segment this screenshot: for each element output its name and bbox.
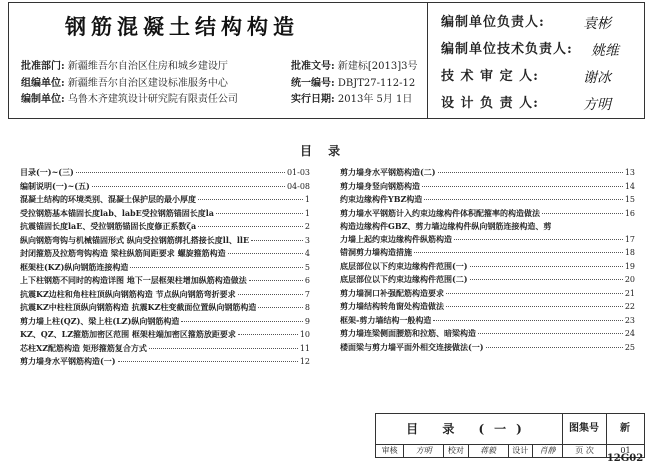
- dot-leader: [249, 280, 303, 281]
- toc-entry-title: 底层部位以下约束边缘构件范围(二): [340, 274, 468, 284]
- dot-leader: [446, 306, 623, 307]
- toc-entry-page: 10: [299, 330, 310, 339]
- review-signature: 方明: [404, 444, 444, 458]
- toc-entry-title: 纵向钢筋弯钩与机械锚固形式 纵向受拉钢筋绑扎搭接长度ll、llE: [20, 234, 250, 245]
- toc-entry-title: 底层部位以下约束边缘构件范围(一): [340, 260, 468, 271]
- dot-leader: [424, 199, 623, 200]
- dot-leader: [238, 294, 303, 295]
- toc-entry-page: 24: [624, 329, 635, 338]
- toc-entry-page: 21: [624, 288, 635, 298]
- toc-entry-page: 8: [304, 303, 310, 312]
- meta-row-approval-dept: 批准部门: 新疆维吾尔自治区住房和城乡建设厅: [21, 61, 228, 72]
- responsible-persons: [441, 9, 619, 117]
- sheet-name: 目 录 (一): [376, 414, 563, 444]
- toc-entry[interactable]: [20, 315, 310, 329]
- dot-leader: [542, 213, 623, 214]
- toc-entry[interactable]: [20, 355, 310, 369]
- signature: 方明: [583, 97, 611, 113]
- check-signature: 蒋毅: [469, 444, 509, 458]
- toc-entry-title: 抗震锚固长度laE、受拉钢筋锚固长度修正系数ζa: [20, 221, 197, 231]
- toc-entry[interactable]: [340, 180, 635, 194]
- dot-leader: [228, 253, 303, 254]
- toc-entry[interactable]: [20, 234, 310, 248]
- toc-column-left: [20, 166, 310, 369]
- responsible-row: 编制单位技术负责人: 姚维: [441, 36, 573, 63]
- toc-entry-page: 15: [624, 195, 635, 204]
- header-divider: [427, 3, 428, 118]
- approval-info-left: [21, 59, 238, 109]
- review-label: 审核: [376, 444, 404, 458]
- toc-entry[interactable]: [20, 261, 310, 275]
- toc-entry-page: 20: [624, 275, 635, 284]
- atlas-number-value: 新12G02: [606, 423, 644, 464]
- toc-entry[interactable]: [340, 273, 635, 287]
- toc-entry[interactable]: [20, 247, 310, 261]
- toc-entry[interactable]: [340, 287, 635, 301]
- title-block: [375, 413, 645, 464]
- toc-entry-page: 3: [304, 235, 310, 245]
- toc-entry-page: 23: [624, 315, 635, 325]
- toc-entry[interactable]: [20, 193, 310, 207]
- page-label: 页 次: [563, 444, 607, 458]
- toc-entry-title: 抗震KZ中柱柱顶纵向钢筋构造 抗震KZ柱变截面位置纵向钢筋构造: [20, 302, 257, 312]
- toc-entry-page: 13: [624, 168, 635, 177]
- dot-leader: [438, 172, 623, 173]
- toc-entry[interactable]: [340, 233, 635, 247]
- responsible-row: 技 术 审 定 人: 谢冰: [441, 63, 573, 90]
- design-label: 设计: [509, 444, 533, 458]
- toc-entry-title: 编制说明(一)~(五): [20, 180, 90, 191]
- toc-entry-page: 18: [624, 248, 635, 257]
- atlas-number-label: 图集号: [562, 414, 607, 444]
- toc-entry-title: 封闭箍筋及拉筋弯钩构造 梁柱纵筋间距要求 螺旋箍筋构造: [20, 248, 226, 258]
- toc-entry[interactable]: [340, 341, 635, 355]
- toc-entry-page: 01-03: [286, 168, 310, 177]
- atlas-title: 钢筋混凝土结构构造: [65, 15, 299, 39]
- toc-entry[interactable]: [340, 314, 635, 328]
- toc-entry-page: 7: [304, 289, 310, 299]
- meta-row-approval-no: 批准文号: 新建标[2013]3号: [291, 61, 418, 72]
- toc-entry-page: 25: [624, 342, 635, 352]
- dot-leader: [216, 213, 303, 214]
- sheet-header: [8, 2, 645, 119]
- toc-entry[interactable]: [340, 193, 635, 207]
- signature: 姚维: [591, 43, 619, 59]
- dot-leader: [422, 186, 623, 187]
- dot-leader: [198, 199, 303, 200]
- dot-leader: [149, 348, 298, 349]
- toc-entry-title: 剪力墙洞口补强配筋构造要求: [340, 287, 444, 298]
- meta-row-organizer: 组编单位: 新疆维吾尔自治区建设标准服务中心: [21, 77, 228, 89]
- dot-leader: [470, 279, 623, 280]
- toc-entry-page: 6: [304, 276, 310, 285]
- dot-leader: [92, 186, 285, 187]
- toc-entry-title: 剪力墙身水平钢筋构造(一): [20, 356, 116, 366]
- dot-leader: [238, 334, 298, 335]
- page-number: 01: [620, 446, 631, 455]
- toc-entry-page: 19: [624, 261, 635, 271]
- toc-entry[interactable]: [20, 220, 310, 234]
- toc-entry-title: 上下柱钢筋不同时的构造详图 地下一层框架柱增加纵筋构造做法: [20, 275, 247, 285]
- toc-entry-title: 错洞剪力墙构造措施: [340, 247, 412, 257]
- toc-entry[interactable]: [340, 327, 635, 341]
- title-block-signatures: [376, 444, 644, 458]
- toc-entry-title: 剪力墙结构转角窗处构造做法: [340, 301, 444, 311]
- dot-leader: [486, 347, 623, 348]
- toc-entry[interactable]: [20, 288, 310, 302]
- dot-leader: [198, 226, 303, 227]
- dot-leader: [258, 307, 303, 308]
- toc-entry-title: 剪力墙上柱(QZ)、梁上柱(LZ)纵向钢筋构造: [20, 315, 180, 326]
- toc-entry-page: 9: [304, 316, 310, 326]
- toc-entry-page: 22: [624, 302, 635, 311]
- toc-entry-title: KZ、QZ、LZ箍筋加密区范围 框架柱端加密区箍筋放距要求: [20, 329, 236, 339]
- toc-entry-title: 力墙上起约束边缘构件纵筋构造: [340, 233, 452, 244]
- toc-entry-title: 剪力墙身水平钢筋构造(二): [340, 167, 436, 177]
- toc-entry-title: 剪力墙连梁侧面腰筋和拉筋、暗梁构造: [340, 328, 476, 338]
- toc-entry[interactable]: [20, 180, 310, 194]
- approval-info-mid: [291, 59, 418, 109]
- toc-entry-page: 4: [304, 249, 310, 258]
- meta-row-effective-date: 实行日期: 2013年 5月 1日: [291, 94, 413, 105]
- toc-entry-title: 框架柱(KZ)纵向钢筋连接构造: [20, 261, 129, 272]
- toc-entry-page: 16: [624, 208, 635, 218]
- toc-entry[interactable]: [20, 274, 310, 288]
- toc-entry-title: 约束边缘构件YBZ构造: [340, 194, 423, 204]
- dot-leader: [470, 266, 623, 267]
- toc-entry[interactable]: [340, 300, 635, 314]
- toc-entry[interactable]: [20, 328, 310, 342]
- toc-entry[interactable]: [20, 342, 310, 356]
- toc-entry-page: 2: [304, 222, 310, 231]
- toc-entry-title: 混凝土结构的环境类别、混凝土保护层的最小厚度: [20, 194, 196, 204]
- toc-entry-page: 12: [299, 357, 310, 366]
- dot-leader: [454, 239, 623, 240]
- toc-entry-title: 芯柱XZ配筋构造 矩形箍筋复合方式: [20, 342, 147, 353]
- dot-leader: [478, 333, 623, 334]
- check-label: 校对: [444, 444, 468, 458]
- dot-leader: [181, 321, 302, 322]
- meta-row-compiler: 编制单位: 乌鲁木齐建筑设计研究院有限责任公司: [21, 94, 238, 105]
- toc-entry-title: 构造边缘构件GBZ、剪力墙边缘构件纵向钢筋连接构造、剪: [340, 221, 552, 231]
- toc-entry-title: 剪力墙身竖向钢筋构造: [340, 180, 420, 191]
- toc-entry-title: 目录(一)~(三): [20, 167, 74, 177]
- toc-entry-page: 14: [624, 181, 635, 191]
- toc-column-right: [340, 166, 635, 354]
- dot-leader: [130, 267, 303, 268]
- toc-entry-title: 抗震KZ边柱和角柱柱顶纵向钢筋构造 节点纵向钢筋弯折要求: [20, 288, 236, 299]
- toc-entry[interactable]: [20, 207, 310, 221]
- toc-entry-page: 11: [299, 343, 310, 353]
- toc-entry[interactable]: [20, 166, 310, 180]
- toc-entry-title: 楼面梁与剪力墙平面外相交连接做法(一): [340, 341, 484, 352]
- responsible-row: 设 计 负 责 人: 方明: [441, 90, 573, 117]
- toc-entry[interactable]: [340, 207, 635, 221]
- toc-entry-page: 04-08: [286, 181, 310, 191]
- toc-entry-title: 剪力墙水平钢筋计入约束边缘构件体积配箍率的构造做法: [340, 207, 540, 218]
- toc-entry-page: 1: [304, 195, 310, 204]
- responsible-row: 编制单位负责人: 袁彬: [441, 9, 573, 36]
- toc-entry[interactable]: [340, 260, 635, 274]
- toc-heading: 目 录: [300, 144, 347, 158]
- dot-leader: [118, 361, 298, 362]
- toc-entry-title: 受拉钢筋基本锚固长度lab、labE受拉钢筋锚固长度la: [20, 207, 214, 218]
- signature: 袁彬: [583, 16, 611, 32]
- toc-entry-page: 5: [304, 262, 310, 272]
- dot-leader: [251, 240, 303, 241]
- meta-row-unified-no: 统一编号: DBJT27-112-12: [291, 77, 416, 89]
- signature: 谢冰: [583, 70, 611, 86]
- design-signature: 肖静: [533, 444, 563, 458]
- dot-leader: [414, 252, 623, 253]
- toc-entry[interactable]: [20, 301, 310, 315]
- dot-leader: [446, 293, 623, 294]
- dot-leader: [433, 320, 622, 321]
- toc-entry-page: 17: [624, 234, 635, 244]
- toc-entry-page: 1: [304, 208, 310, 218]
- dot-leader: [76, 172, 285, 173]
- toc-entry[interactable]: [340, 166, 635, 180]
- toc-entry[interactable]: [340, 220, 635, 233]
- toc-entry[interactable]: [340, 246, 635, 260]
- toc-entry-title: 框架-剪力墙结构一般构造: [340, 314, 432, 325]
